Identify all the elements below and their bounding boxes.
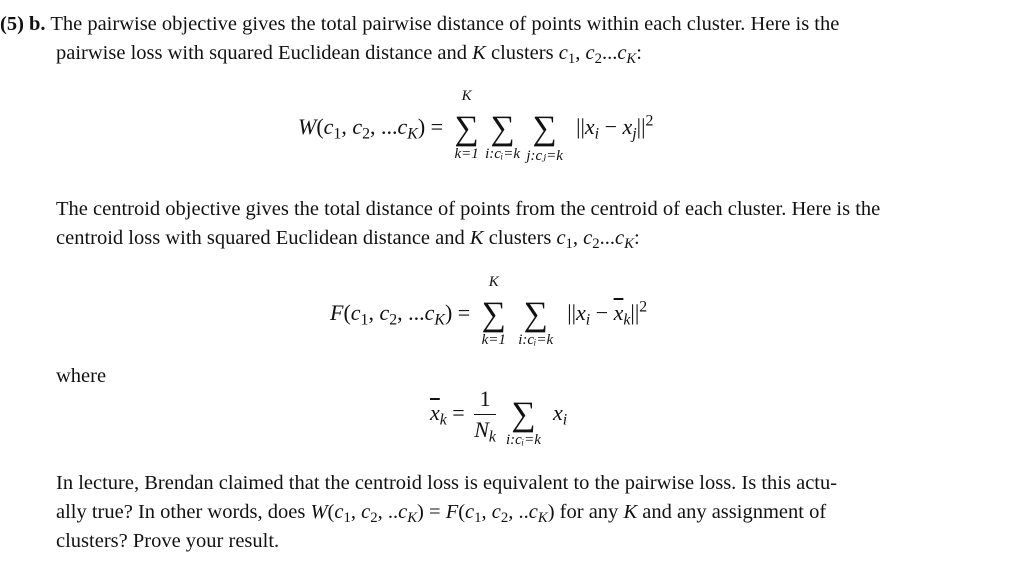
- centroid-summand: $||x_i - \overline{x}_k||^2$: [567, 298, 648, 329]
- mean-lhs: $\overline{x}_k$ =: [430, 399, 465, 428]
- mean-fraction: [474, 386, 496, 446]
- closing-line-2: ally true? In other words, does $W(c_1$, $c_2$, $..c_K) = F(c_1$, $c_2$, $..c_K$) for any K and any assignment of: [56, 501, 827, 527]
- centroid-sum2-lower-limit: i:cᵢ=k: [518, 332, 554, 348]
- centroid-mean-equation: [430, 386, 568, 448]
- mean-sum-lower-limit: i:cᵢ=k: [505, 431, 541, 448]
- centroid-sum-over-i: ∑ i:cᵢ=k: [518, 296, 554, 348]
- question-number: (5) b.: [0, 13, 46, 35]
- centroid-lhs: F: [330, 300, 344, 326]
- sum-over-clusters: K ∑ k=1: [454, 88, 479, 162]
- centroid-intro: [56, 195, 968, 253]
- sum3-lower-limit: j:cⱼ=k: [526, 148, 563, 164]
- mean-summand: $x_i$: [552, 399, 568, 428]
- sum1-lower-limit: k=1: [454, 146, 479, 162]
- pairwise-summand: $||x_i - x_j||^2$: [576, 112, 654, 143]
- fraction-denominator: $N_k$: [474, 417, 496, 446]
- closing-line-1: In lecture, Brendan claimed that the centroid loss is equivalent to the pairwise loss. Is this actu-: [56, 472, 838, 494]
- centroid-line-1: The centroid objective gives the total distance of points from the centroid of each cluster. Here is the: [56, 198, 881, 220]
- centroid-loss-equation: $F(c_1$, $c_2$, $...c_K$) = K ∑ k=1 ∑ i:cᵢ=k $||x_i - \overline{x}_k||^2$: [330, 274, 648, 348]
- centroid-sum1-upper-limit: K: [488, 274, 499, 290]
- centroid-line-2: centroid loss with squared Euclidean distance and K clusters $c_1$, $c_2...c_K$:: [56, 227, 640, 253]
- sum1-upper-limit: K: [461, 88, 472, 104]
- fraction-numerator: 1: [474, 386, 496, 415]
- intro-text-1: The pairwise objective gives the total pairwise distance of points within each cluster. Here is the: [50, 13, 840, 35]
- centroid-sum1-lower-limit: k=1: [481, 332, 506, 348]
- centroid-sum-over-clusters: K ∑ k=1: [481, 274, 506, 348]
- sum2-lower-limit: i:cᵢ=k: [485, 146, 521, 162]
- where-label: where: [56, 365, 107, 387]
- pairwise-lhs: W: [298, 114, 317, 140]
- intro-line-2: pairwise loss with squared Euclidean distance and K clusters $c_1$, $c_2...c_K$:: [56, 42, 642, 68]
- sum-over-j: ∑ j:cⱼ=k: [526, 110, 563, 164]
- pairwise-loss-equation: $W(c_1$, $c_2$, $...c_K$) = K ∑ k=1 ∑ i:cᵢ=k ∑ j:cⱼ=k $||x_i - x_j||^2$: [298, 88, 654, 164]
- mean-sum: ∑ i:cᵢ=k: [505, 395, 541, 448]
- intro-line-1: [0, 10, 968, 39]
- closing-question: [56, 469, 968, 556]
- sum-over-i: ∑ i:cᵢ=k: [485, 110, 521, 162]
- closing-line-3: clusters? Prove your result.: [56, 530, 280, 552]
- question-intro: [0, 10, 968, 68]
